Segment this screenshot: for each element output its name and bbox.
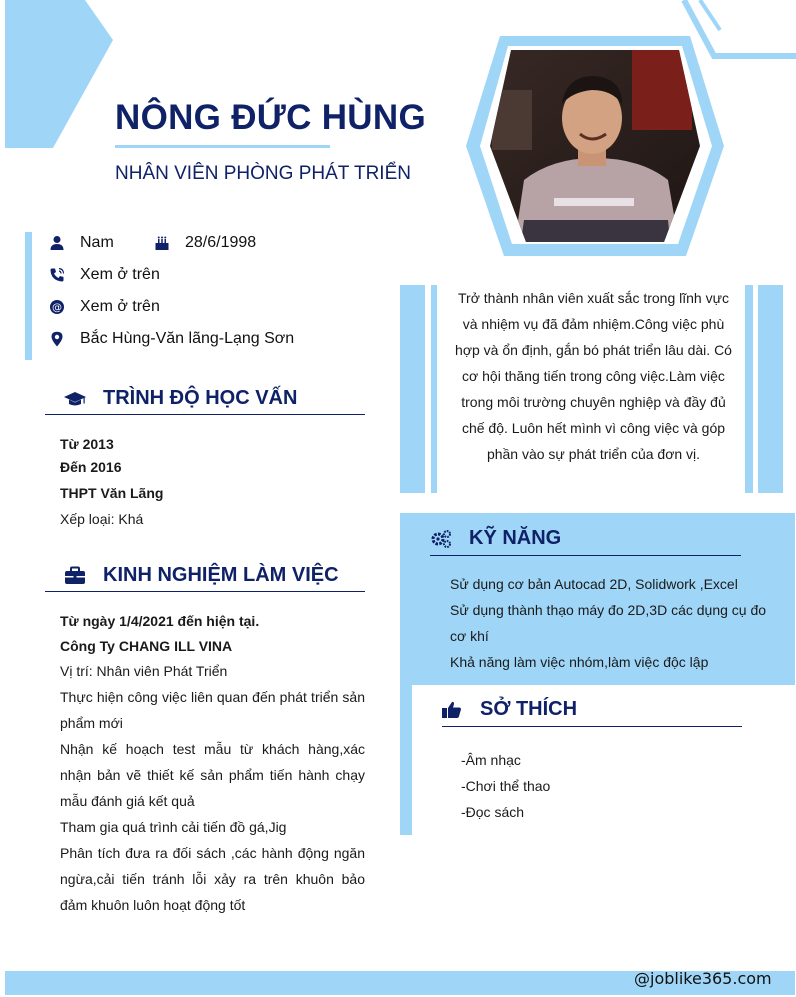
svg-text:@: @ [52,302,62,314]
candidate-position: NHÂN VIÊN PHÒNG PHÁT TRIỂN [115,163,411,184]
career-objective: Trở thành nhân viên xuất sắc trong lĩnh vực và nhiệm vụ đã đảm nhiệm.Công việc phù hợp và ổn định, gắn bó phát triển lâu dài. Có cơ hội thăng tiến trong công việc.Làm việc trong môi trường chuyên nghiệp và đầy đủ chế độ. Luôn hết mình vì công việc và góp phần vào sự phát triển của đơn vị. [455,290,732,462]
skills-divider [430,555,741,556]
skills-title: KỸ NĂNG [469,527,562,549]
hobbies-divider [442,726,742,727]
education-heading [63,387,297,410]
briefcase-icon [63,565,87,587]
contact-email [49,291,160,323]
contact-accent-bar [25,232,32,360]
graduation-cap-icon [63,388,87,410]
objective-bar-right-thick [758,285,783,493]
experience-company: Công Ty CHANG ILL VINA [60,638,233,654]
experience-duty: Thực hiện công việc liên quan đến phát triển sản phẩm mới [60,689,365,731]
education-grade: Xếp loại: Khá [60,511,144,527]
skills-heading [429,527,561,550]
education-from: Từ 2013 [60,436,114,452]
skill-item: Sử dụng cơ bản Autocad 2D, Solidwork ,Excel [450,576,738,592]
phone-icon [49,267,65,283]
hobby-item: -Chơi thể thao [461,778,551,794]
skills-list [450,571,775,675]
education-school: THPT Văn Lãng [60,485,164,501]
location-icon [49,331,65,347]
education-content [60,433,360,532]
birthday-cake-icon [154,235,170,251]
experience-role: Vị trí: Nhân viên Phát Triển [60,663,228,679]
hobbies-heading [440,698,577,721]
experience-duty: Nhận kế hoạch test mẫu từ khách hàng,xác nhận bản vẽ thiết kế sản phẩm tiến hành chạy mẫu đánh giá kết quả [60,741,365,809]
email-icon [49,299,65,315]
phone-text: Xem ở trên [80,266,160,283]
gears-icon [429,528,453,550]
profile-photo [462,30,728,262]
gender-text: Nam [80,234,114,251]
experience-duty: Phân tích đưa ra đối sách ,các hành động ngăn ngừa,cải tiến tránh lỗi xảy ra trên khuôn bảo đảm khuôn luôn hoạt động tốt [60,845,365,913]
hobby-item: -Đọc sách [461,804,525,820]
name-underline [115,145,330,148]
skill-item: Sử dụng thành thạo máy đo 2D,3D các dụng cụ đo cơ khí [450,602,767,644]
thumbs-up-icon [440,699,464,721]
candidate-name: NÔNG ĐỨC HÙNG [115,98,426,137]
experience-content [60,609,365,918]
footer-watermark: @joblike365.com [634,969,772,988]
user-icon [49,235,65,251]
education-to: Đến 2016 [60,459,122,475]
experience-title: KINH NGHIỆM LÀM VIỆC [103,564,339,586]
birthday-text: 28/6/1998 [185,234,257,251]
hobbies-accent-bar [400,685,412,835]
hobbies-title: SỞ THÍCH [480,698,578,720]
education-title: TRÌNH ĐỘ HỌC VẤN [103,387,298,409]
contact-phone [49,259,160,291]
decor-top-left-shape [5,0,115,148]
objective-bar-left-thin [431,285,437,493]
objective-bar-left-thick [400,285,425,493]
email-text: Xem ở trên [80,298,160,315]
experience-heading [63,564,339,587]
education-divider [45,414,365,415]
experience-duty: Tham gia quá trình cải tiến đồ gá,Jig [60,819,287,835]
experience-period: Từ ngày 1/4/2021 đến hiện tại. [60,613,260,629]
contact-gender [49,227,114,259]
hobbies-list [461,747,741,825]
objective-bar-right-thin [745,285,753,493]
contact-address [49,323,294,355]
address-text: Bắc Hùng-Văn lãng-Lạng Sơn [80,330,295,347]
experience-divider [45,591,365,592]
skill-item: Khả năng làm việc nhóm,làm việc độc lập [450,654,709,670]
hobby-item: -Âm nhạc [461,752,521,768]
contact-birthday [154,227,256,259]
